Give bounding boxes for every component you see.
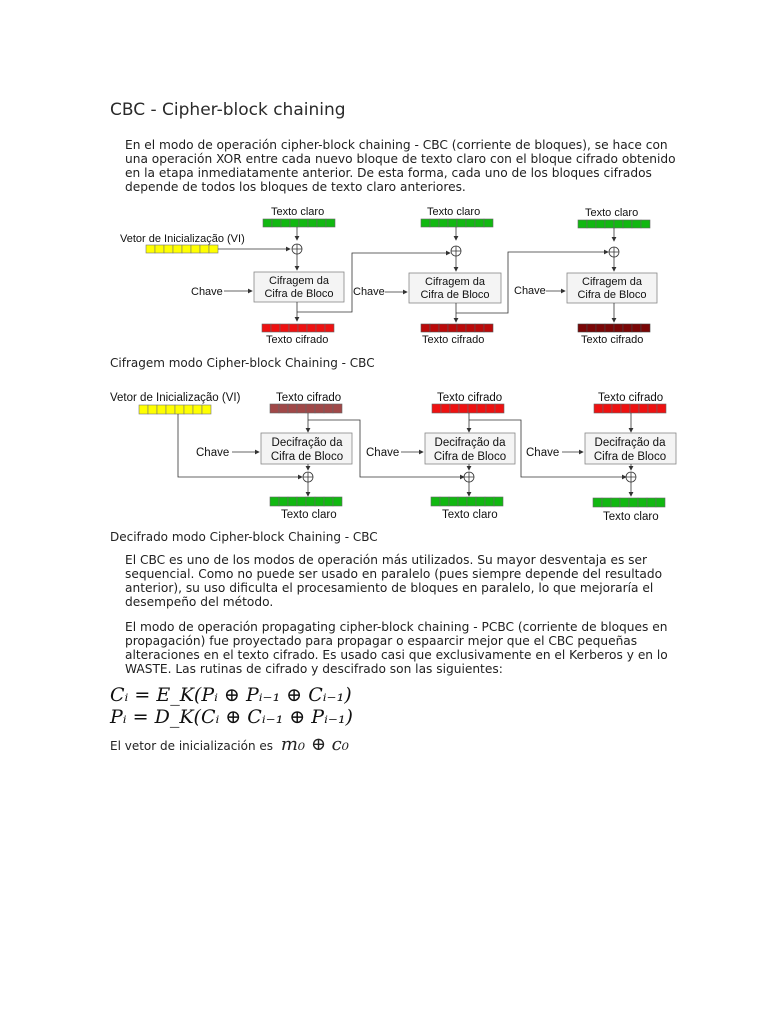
svg-text:Texto cifrado: Texto cifrado [581,334,644,346]
svg-text:Cifra de Bloco: Cifra de Bloco [593,451,667,463]
encrypt-caption: Cifragem modo Cipher-block Chaining - CBC [110,356,375,370]
svg-text:Cifra de Bloco: Cifra de Bloco [264,288,334,300]
key-label: Chave [191,286,223,298]
svg-text:Decifração da: Decifração da [594,437,666,449]
svg-text:Texto claro: Texto claro [585,207,639,219]
paragraph-3 [125,620,668,676]
xor-icon [451,246,461,256]
formula-encrypt: Cᵢ = E_K(Pᵢ ⊕ Pᵢ₋₁ ⊕ Cᵢ₋₁) [110,684,352,706]
xor-icon [464,472,474,482]
svg-text:Chave: Chave [526,447,560,459]
svg-text:Texto claro: Texto claro [603,511,659,523]
paragraph-line: El modo de operación propagating cipher-block chaining - PCBC (corriente de bloques en [125,620,668,634]
svg-text:Texto claro: Texto claro [442,509,498,521]
intro-paragraph [125,138,676,194]
paragraph-line: sequencial. Como no puede ser usado en paralelo (pues siempre depende del resultado [125,567,663,581]
plaintext-block [421,219,493,227]
xor-icon [626,472,636,482]
intro-line: depende de todos los bloques de texto claro anteriores. [125,180,466,194]
svg-text:Texto claro: Texto claro [427,206,481,218]
svg-text:Texto cifrado: Texto cifrado [422,334,485,346]
svg-text:Decifração da: Decifração da [434,437,506,449]
svg-text:Texto cifrado: Texto cifrado [437,392,503,404]
svg-text:Chave: Chave [514,285,546,297]
ciphertext-block [594,404,666,413]
ciphertext-block [270,404,342,413]
svg-text:Cifragem da: Cifragem da [582,276,642,288]
iv-block [146,245,218,253]
decrypt-caption: Decifrado modo Cipher-block Chaining - CBC [110,530,378,544]
svg-text:Cifra de Bloco: Cifra de Bloco [433,451,507,463]
xor-icon [303,472,313,482]
iv-label: Vetor de Inicialização (VI) [110,392,241,404]
intro-line: en la etapa inmediatamente anterior. De esta forma, cada uno de los bloques cifrados [125,166,652,180]
svg-text:Chave: Chave [353,286,385,298]
iv-label: Vetor de Inicialização (VI) [120,233,245,245]
iv-formula: m₀ ⊕ c₀ [280,734,349,755]
cbc-decryption-diagram [0,385,768,525]
plaintext-block [578,220,650,228]
intro-line: una operación XOR entre cada nuevo bloque de texto claro con el bloque cifrado obtenido [125,152,676,166]
svg-text:Decifração da: Decifração da [271,437,343,449]
paragraph-line: propagación) fue proyectado para propagar o espaarcir mejor que el CBC pequeñas [125,634,638,648]
ciphertext-label: Texto cifrado [266,334,329,346]
svg-text:Cifragem da: Cifragem da [269,275,329,287]
plaintext-block [263,219,335,227]
paragraph-line: anterior), su uso dificulta el procesamiento de bloques en paralelo, lo que mejoraría el [125,581,654,595]
ciphertext-block [262,324,334,332]
paragraph-line: desempeño del método. [125,595,274,609]
svg-text:Cifragem da: Cifragem da [425,276,485,288]
paragraph-line: WASTE. Las rutinas de cifrado y descifrado son las siguientes: [125,662,503,676]
iv-block [139,405,211,414]
page-title: CBC - Cipher-block chaining [110,100,346,120]
ciphertext-block [421,324,493,332]
paragraph-2 [125,553,662,609]
svg-text:Cifra de Bloco: Cifra de Bloco [270,451,344,463]
plaintext-block [431,497,503,506]
xor-icon [292,244,302,254]
ciphertext-block [578,324,650,332]
svg-text:Cifra de Bloco: Cifra de Bloco [577,289,647,301]
plaintext-block [593,498,665,507]
svg-text:Texto cifrado: Texto cifrado [276,392,342,404]
svg-text:Chave: Chave [366,447,400,459]
iv-sentence-row [110,734,349,755]
intro-line: En el modo de operación cipher-block chaining - CBC (corriente de bloques), se hace con [125,138,668,152]
svg-text:Cifra de Bloco: Cifra de Bloco [420,289,490,301]
svg-text:Texto claro: Texto claro [281,509,337,521]
paragraph-line: El CBC es uno de los modos de operación más utilizados. Su mayor desventaja es ser [125,553,648,567]
formula-decrypt: Pᵢ = D_K(Cᵢ ⊕ Cᵢ₋₁ ⊕ Pᵢ₋₁) [110,706,353,728]
ciphertext-block [432,404,504,413]
key-label: Chave [196,447,230,459]
svg-text:Texto cifrado: Texto cifrado [598,392,664,404]
plaintext-label: Texto claro [271,206,325,218]
plaintext-block [270,497,342,506]
iv-sentence: El vetor de inicialización es [110,739,274,753]
cbc-encryption-diagram [0,200,768,350]
paragraph-line: alteraciones en el texto cifrado. Es usado casi que exclusivamente en el Kerberos y en lo [125,648,668,662]
xor-icon [609,247,619,257]
